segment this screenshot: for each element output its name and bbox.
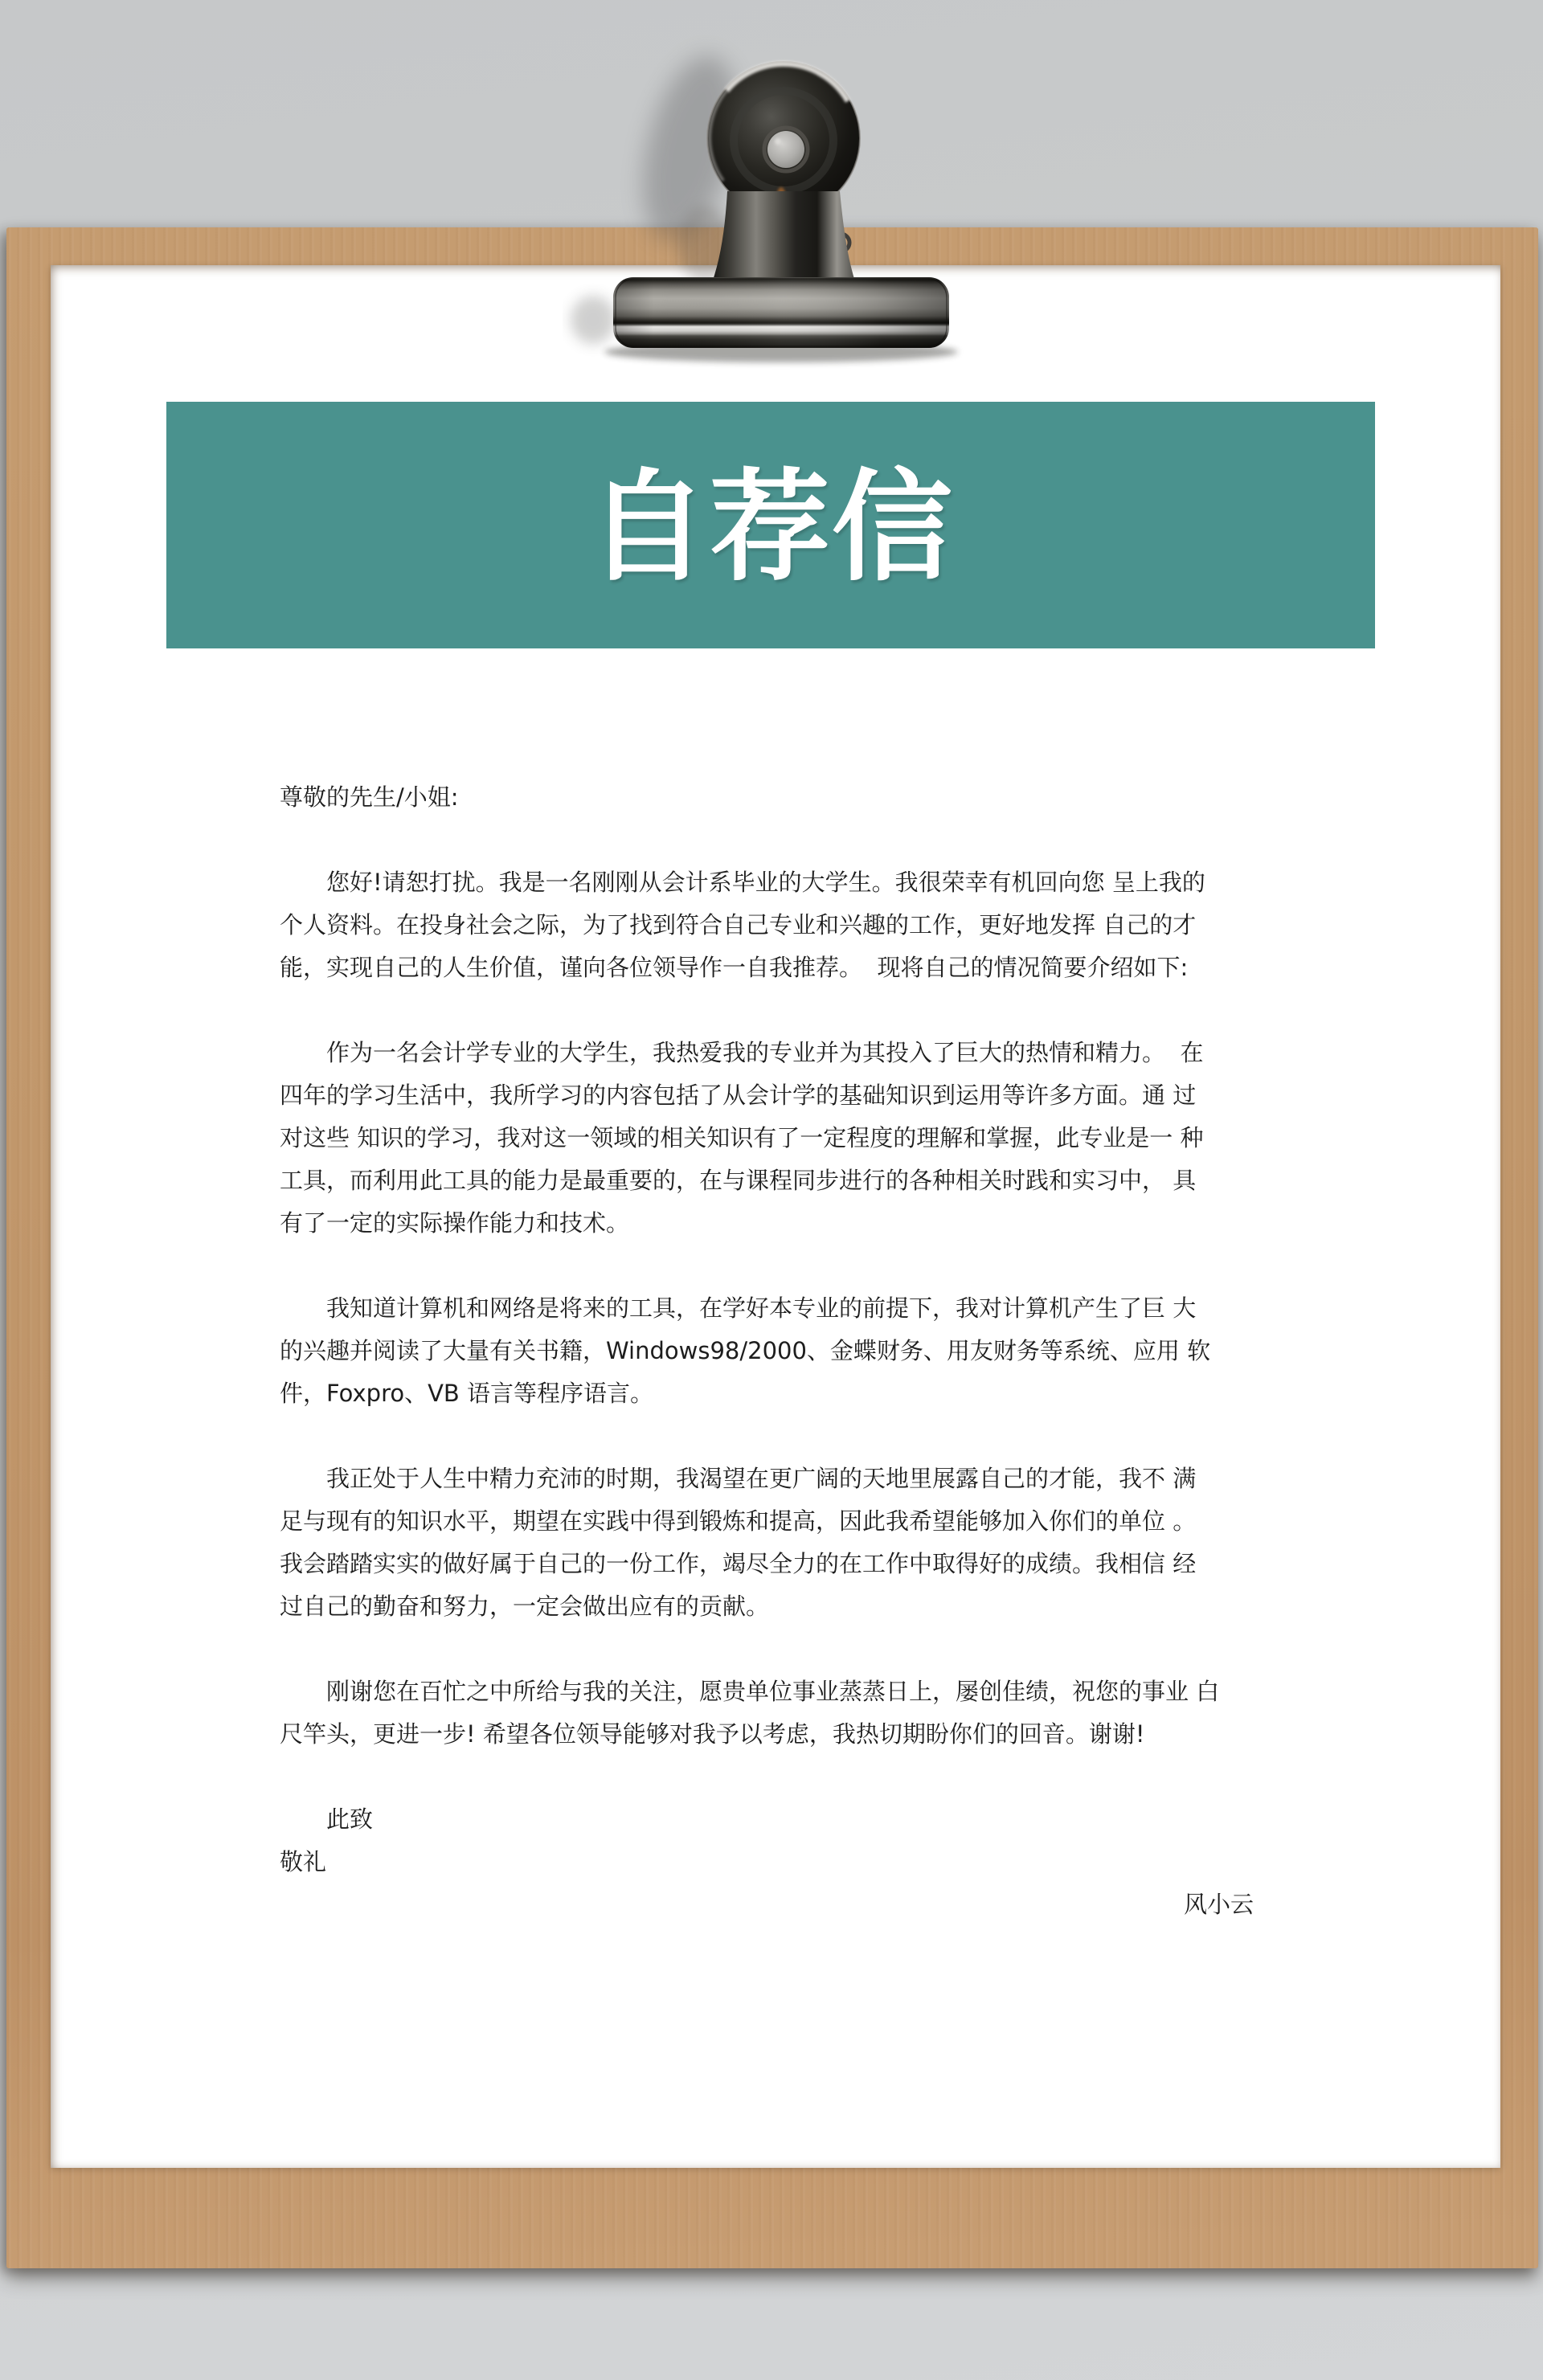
letter-line: 过自己的勤奋和努力，一定会做出应有的贡献。 (280, 1593, 770, 1620)
letter-paragraphs (280, 861, 1254, 1756)
letter-line: 我正处于人生中精力充沛的时期，我渴望在更广阔的天地里展露自己的才能，我不 满 (326, 1465, 1197, 1492)
letter-paragraph (280, 1670, 1254, 1756)
closing-jingli: 敬礼 (280, 1848, 327, 1875)
letter-body (280, 776, 1254, 1926)
letter-line: 能，实现自己的人生价值，谨向各位领导作一自我推荐。 现将自己的情况简要介绍如下: (280, 954, 1189, 981)
letter-paper (51, 265, 1500, 2168)
letter-line: 作为一名会计学专业的大学生，我热爱我的专业并为其投入了巨大的热情和精力。 在 (326, 1039, 1204, 1066)
letter-paragraph (280, 861, 1254, 989)
letter-line: 的兴趣并阅读了大量有关书籍，Windows98/2000、金蝶财务、用友财务等系统、应用 软 (280, 1337, 1211, 1364)
letter-paragraph (280, 1032, 1254, 1245)
letter-paragraph (280, 1458, 1254, 1628)
letter-line: 对这些 知识的学习，我对这一领域的相关知识有了一定程度的理解和掌握，此专业是一 种 (280, 1124, 1204, 1151)
closing-cizhi: 此致 (326, 1805, 374, 1833)
letter-line: 工具，而利用此工具的能力是最重要的，在与课程同步进行的各种相关时践和实习中， 具 (280, 1167, 1197, 1194)
signature: 风小云 (1183, 1891, 1254, 1918)
clip-clamp-bar (613, 277, 949, 348)
letter-line: 个人资料。在投身社会之际，为了找到符合自己专业和兴趣的工作，更好地发挥 自己的才 (280, 911, 1197, 939)
closing-block (280, 1798, 1254, 1926)
letter-line: 足与现有的知识水平，期望在实践中得到锻炼和提高，因此我希望能够加入你们的单位 。 (280, 1507, 1197, 1535)
letter-line: 刚谢您在百忙之中所给与我的关注，愿贵单位事业蒸蒸日上，屡创佳绩，祝您的事业 白 (326, 1678, 1220, 1705)
letter-line: 四年的学习生活中，我所学习的内容包括了从会计学的基础知识到运用等许多方面。通 过 (280, 1082, 1197, 1109)
binder-clip (563, 8, 1013, 442)
letter-line: 我会踏踏实实的做好属于自己的一份工作，竭尽全力的在工作中取得好的成绩。我相信 经 (280, 1550, 1197, 1577)
page-title: 自荐信 (587, 457, 954, 598)
letter-paragraph (280, 1287, 1254, 1415)
letter-line: 我知道计算机和网络是将来的工具，在学好本专业的前提下，我对计算机产生了巨 大 (326, 1294, 1197, 1322)
salutation: 尊敬的先生/小姐: (280, 783, 459, 811)
letter-line: 尺竿头，更进一步! 希望各位领导能够对我予以考虑，我热切期盼你们的回音。谢谢! (280, 1720, 1145, 1748)
clip-roller-hole (767, 131, 804, 168)
letter-line: 件，Foxpro、VB 语言等程序语言。 (280, 1380, 654, 1407)
letter-line: 有了一定的实际操作能力和技术。 (280, 1209, 630, 1237)
letter-line: 您好!请恕打扰。我是一名刚刚从会计系毕业的大学生。我很荣幸有机回向您 呈上我的 (326, 869, 1205, 896)
